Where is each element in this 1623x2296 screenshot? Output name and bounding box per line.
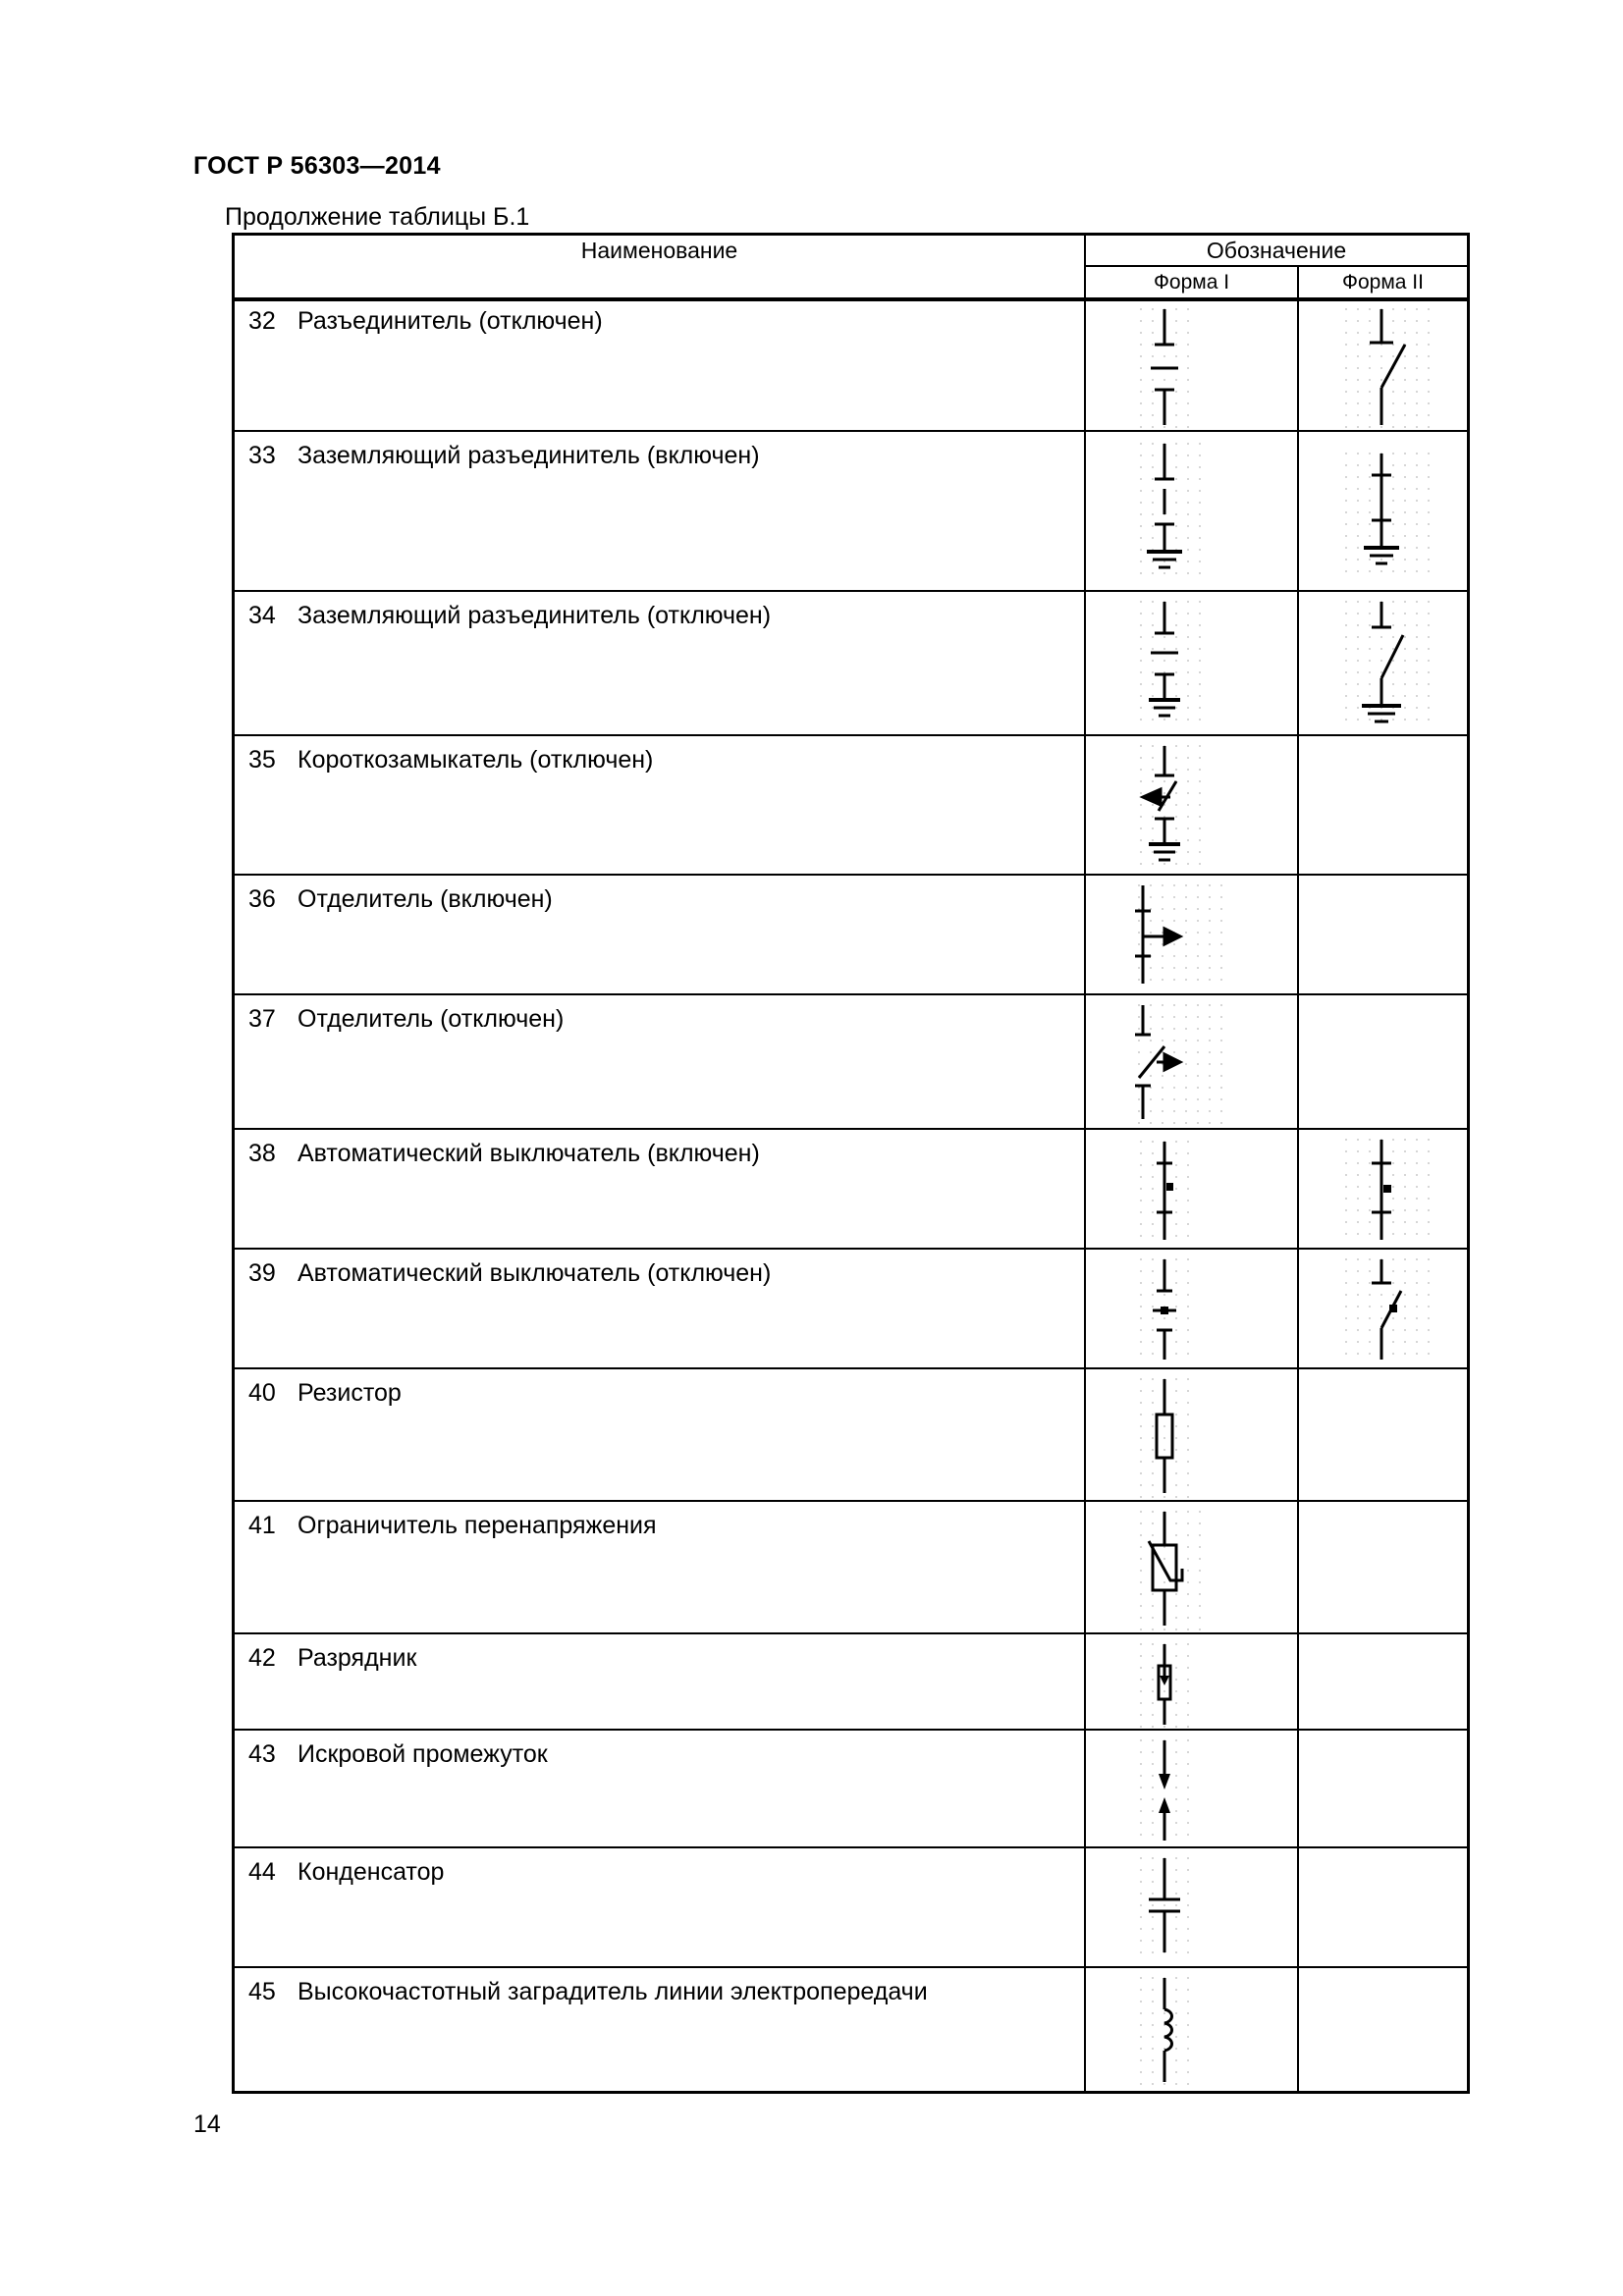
line-trap-icon <box>1137 1974 1196 2087</box>
capacitor-icon <box>1137 1854 1196 1962</box>
table-continuation-caption: Продолжение таблицы Б.1 <box>225 203 530 231</box>
circuit-breaker-open-form2-icon <box>1342 1255 1431 1363</box>
row-number: 35 <box>248 746 276 774</box>
resistor-icon <box>1137 1375 1196 1498</box>
header-name: Наименование <box>235 236 1086 297</box>
table-row <box>235 1130 1467 1250</box>
row-label: Заземляющий разъединитель (отключен) <box>298 602 772 629</box>
earthing-disconnector-closed-form2-icon <box>1342 450 1431 582</box>
row-label: Автоматический выключатель (отключен) <box>298 1259 772 1287</box>
table-row <box>235 1250 1467 1369</box>
row-number: 32 <box>248 307 276 335</box>
table-row <box>235 432 1467 592</box>
row-number: 45 <box>248 1978 276 2005</box>
document-code: ГОСТ Р 56303—2014 <box>193 152 441 180</box>
table-row <box>235 1968 1467 2094</box>
table-row <box>235 995 1467 1130</box>
circuit-breaker-closed-form2-icon <box>1342 1136 1431 1244</box>
row-label: Автоматический выключатель (включен) <box>298 1140 760 1167</box>
row-label: Заземляющий разъединитель (включен) <box>298 442 760 469</box>
row-label: Высокочастотный заградитель линии электропередачи <box>298 1978 928 2005</box>
row-number: 44 <box>248 1858 276 1886</box>
disconnector-open-form2-icon <box>1342 305 1431 428</box>
row-number: 43 <box>248 1740 276 1768</box>
table-row <box>235 1731 1467 1848</box>
row-number: 41 <box>248 1512 276 1539</box>
row-label: Отделитель (включен) <box>298 885 553 913</box>
row-number: 33 <box>248 442 276 469</box>
disconnector-open-icon <box>1137 305 1196 428</box>
row-label: Искровой промежуток <box>298 1740 548 1768</box>
surge-arrester-icon <box>1137 1508 1206 1630</box>
earthing-disconnector-open-icon <box>1137 598 1206 725</box>
row-number: 40 <box>248 1379 276 1407</box>
header-designation: Обозначение <box>1086 236 1467 267</box>
table-row <box>235 1848 1467 1968</box>
row-label: Конденсатор <box>298 1858 445 1886</box>
table-row <box>235 1502 1467 1634</box>
row-number: 38 <box>248 1140 276 1167</box>
table-row <box>235 876 1467 995</box>
row-number: 37 <box>248 1005 276 1033</box>
row-number: 34 <box>248 602 276 629</box>
header-form1: Форма I <box>1086 267 1299 297</box>
header-form2: Форма II <box>1342 271 1424 294</box>
circuit-breaker-open-icon <box>1137 1255 1196 1363</box>
row-label: Короткозамыкатель (отключен) <box>298 746 654 774</box>
row-number: 39 <box>248 1259 276 1287</box>
row-label: Разъединитель (отключен) <box>298 307 603 335</box>
circuit-breaker-closed-icon <box>1137 1138 1196 1246</box>
discharger-icon <box>1137 1640 1196 1729</box>
spark-gap-icon <box>1137 1736 1196 1844</box>
row-number: 42 <box>248 1644 276 1672</box>
separator-open-icon <box>1135 1001 1223 1124</box>
separator-closed-icon <box>1135 881 1223 989</box>
row-number: 36 <box>248 885 276 913</box>
symbols-table <box>232 233 1470 2094</box>
earthing-disconnector-open-form2-icon <box>1342 598 1431 730</box>
short-circuiter-open-icon <box>1137 742 1206 870</box>
page-number: 14 <box>193 2110 221 2138</box>
table-row <box>235 1634 1467 1731</box>
row-label: Ограничитель перенапряжения <box>298 1512 657 1539</box>
table-row <box>235 592 1467 736</box>
row-label: Резистор <box>298 1379 402 1407</box>
row-label: Отделитель (отключен) <box>298 1005 565 1033</box>
table-row <box>235 736 1467 876</box>
table-row <box>235 1369 1467 1502</box>
table-header <box>235 236 1467 301</box>
earthing-disconnector-closed-icon <box>1137 440 1206 582</box>
table-row <box>235 297 1467 432</box>
row-label: Разрядник <box>298 1644 417 1672</box>
